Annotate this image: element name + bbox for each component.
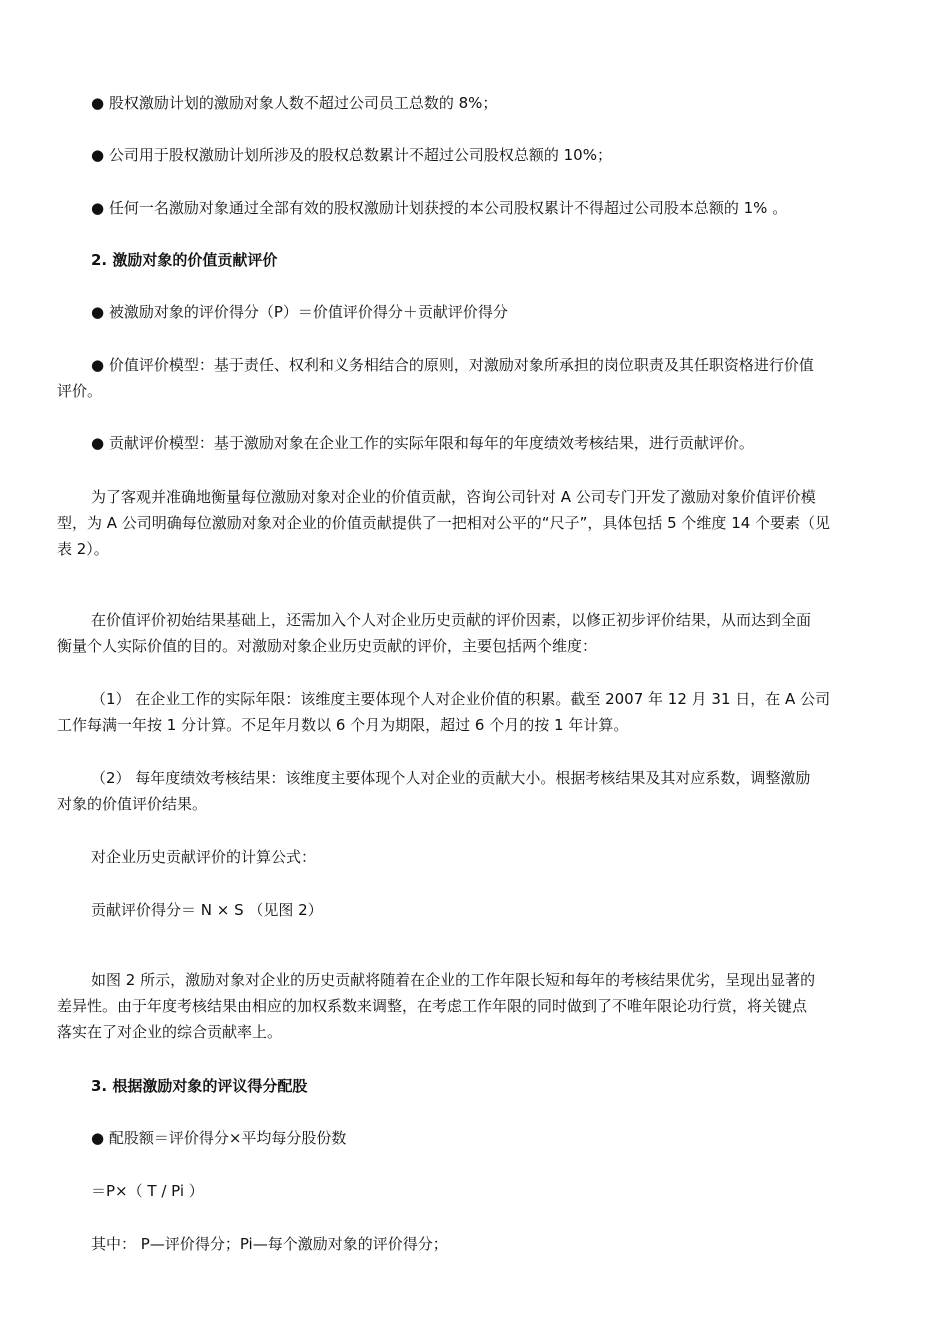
paragraph-value-model-line1: 为了客观并准确地衡量每位激励对象对企业的价值贡献，咨询公司针对 A 公司专门开发了激励对象价值评价模 [91, 488, 816, 506]
formula-variable-definitions: 其中： P—评价得分；Pi—每个激励对象的评价得分； [91, 1235, 448, 1253]
bullet-value-model-line2: 评价。 [57, 382, 103, 400]
bullet-headcount-limit: ● 股权激励计划的激励对象人数不超过公司员工总数的 8%； [91, 94, 498, 112]
formula-intro: 对企业历史贡献评价的计算公式： [91, 848, 317, 866]
paragraph-value-model-line3: 表 2）。 [57, 540, 109, 558]
allocation-formula-continued: ＝P×（ T / Pi ） [91, 1182, 204, 1200]
paragraph-figure2-line1: 如图 2 所示，激励对象对企业的历史贡献将随着在企业的工作年限长短和每年的考核结果优劣，呈现出显著的 [91, 971, 816, 989]
paragraph-value-model-line2: 型，为 A 公司明确每位激励对象对企业的价值贡献提供了一把相对公平的“尺子”，具体包括 5 个维度 14 个要素（见 [57, 514, 831, 532]
paragraph-figure2-line3: 落实在了对企业的综合贡献率上。 [57, 1023, 283, 1041]
paragraph-history-line2: 衡量个人实际价值的目的。对激励对象企业历史贡献的评价，主要包括两个维度： [57, 637, 598, 655]
item-tenure-line2: 工作每满一年按 1 分计算。不足年月数以 6 个月为期限，超过 6 个月的按 1 年计算。 [57, 716, 629, 734]
bullet-score-formula: ● 被激励对象的评价得分（P）＝价值评价得分＋贡献评价得分 [91, 303, 508, 321]
item-tenure-line1: （1） 在企业工作的实际年限：该维度主要体现个人对企业价值的积累。截至 2007 年 12 月 31 日，在 A 公司 [91, 690, 831, 708]
item-performance-line1: （2） 每年度绩效考核结果：该维度主要体现个人对企业的贡献大小。根据考核结果及其对应系数，调整激励 [91, 769, 811, 787]
bullet-total-equity-limit: ● 公司用于股权激励计划所涉及的股权总数累计不超过公司股权总额的 10%； [91, 146, 612, 164]
formula-contribution-score: 贡献评价得分＝ N × S （见图 2） [91, 901, 323, 919]
section-heading-2: 2. 激励对象的价值贡献评价 [91, 251, 278, 269]
section-heading-3: 3. 根据激励对象的评议得分配股 [91, 1077, 308, 1095]
paragraph-figure2-line2: 差异性。由于年度考核结果由相应的加权系数来调整，在考虑工作年限的同时做到了不唯年限论功行赏，将关键点 [57, 997, 808, 1015]
item-performance-line2: 对象的价值评价结果。 [57, 795, 208, 813]
bullet-individual-limit: ● 任何一名激励对象通过全部有效的股权激励计划获授的本公司股权累计不得超过公司股本总额的 1% 。 [91, 199, 788, 217]
bullet-contribution-model: ● 贡献评价模型：基于激励对象在企业工作的实际年限和每年的年度绩效考核结果，进行贡献评价。 [91, 434, 754, 452]
bullet-allocation-formula: ● 配股额＝评价得分×平均每分股份数 [91, 1129, 347, 1147]
paragraph-history-line1: 在价值评价初始结果基础上，还需加入个人对企业历史贡献的评价因素，以修正初步评价结果，从而达到全面 [91, 611, 812, 629]
bullet-value-model-line1: ● 价值评价模型：基于责任、权利和义务相结合的原则，对激励对象所承担的岗位职责及其任职资格进行价值 [91, 356, 814, 374]
